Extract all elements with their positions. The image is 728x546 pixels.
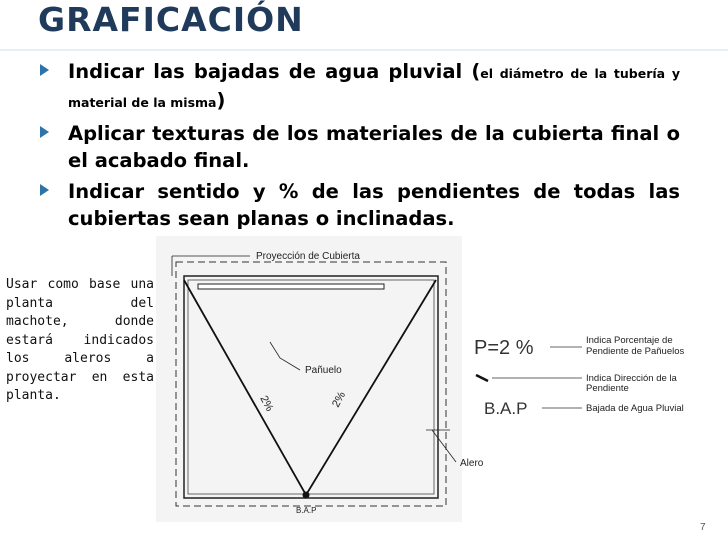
bullet-item	[40, 178, 680, 232]
bullet-list	[40, 58, 680, 236]
slope-right-label: 2%	[330, 389, 349, 410]
slope-left-label: 2%	[257, 393, 276, 414]
bullet-arrow-icon	[40, 184, 49, 196]
gutter	[198, 284, 384, 289]
bullet-subtext: el diámetro de la tubería y material de la misma	[68, 66, 680, 110]
legend-text-direction-2: Pendiente	[586, 383, 629, 394]
bullet-item	[40, 58, 680, 116]
roof-plan-drawing	[150, 232, 728, 522]
label-alero: Alero	[460, 458, 484, 469]
legend-bap: B.A.P	[484, 399, 528, 418]
bullet-text: Aplicar texturas de los materiales de la cubierta final o el acabado final.	[68, 122, 680, 172]
bullet-item	[40, 120, 680, 174]
bullet-arrow-icon	[40, 64, 49, 76]
title-divider	[0, 49, 728, 51]
bullet-arrow-icon	[40, 126, 49, 138]
slope-direction-arrow	[476, 375, 488, 381]
side-note: Usar como base una planta del machote, donde estará indicados los aleros a proyectar en esta planta.	[6, 277, 154, 403]
legend-slope-value: P=2 %	[474, 337, 534, 359]
page-number: 7	[700, 522, 706, 533]
legend-text-direction-1: Indica Dirección de la	[586, 373, 677, 384]
legend-text-percentage-2: Pendiente de Pañuelos	[586, 346, 685, 357]
label-panuelo: Pañuelo	[305, 365, 342, 376]
downspout-point	[303, 492, 310, 499]
legend-text-percentage-1: Indica Porcentaje de	[586, 335, 673, 346]
legend-text-bap: Bajada de Agua Pluvial	[586, 403, 684, 414]
slide-title: GRAFICACIÓN	[38, 0, 304, 39]
drawing-background	[156, 236, 462, 522]
label-bap-bottom: B.A.P	[296, 506, 317, 515]
label-proyeccion: Proyección de Cubierta	[256, 251, 360, 262]
bullet-text: Indicar sentido y % de las pendientes de todas las cubiertas sean planas o inclinadas.	[68, 180, 680, 230]
bullet-close-paren: )	[216, 89, 226, 112]
bullet-text: Indicar las bajadas de agua pluvial (	[68, 60, 481, 83]
